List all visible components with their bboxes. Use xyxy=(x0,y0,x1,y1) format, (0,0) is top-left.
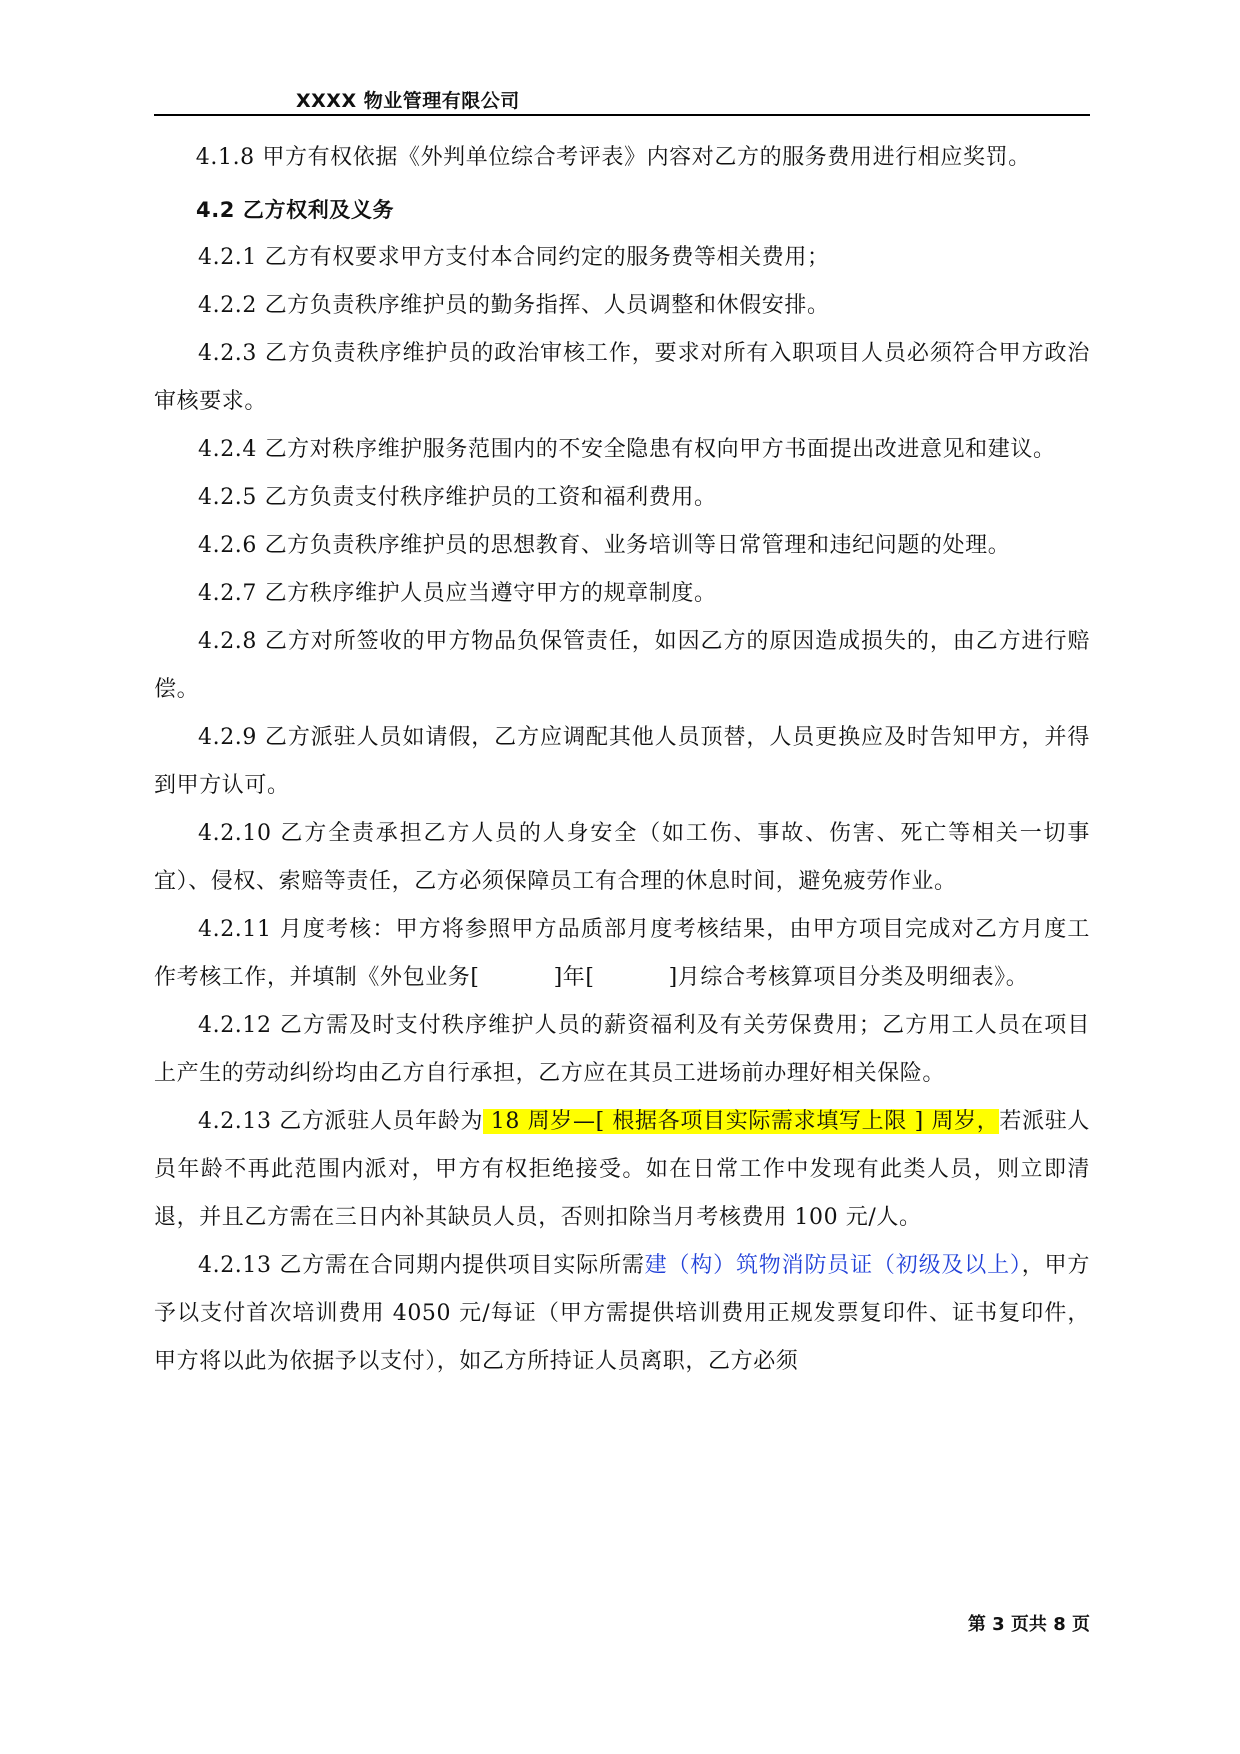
clause-4-2-11-text-b: ]年[ xyxy=(553,965,595,990)
page-number: 第 3 页共 8 页 xyxy=(967,1614,1090,1635)
fire-certificate-reference: 建（构）筑物消防员证（初级及以上） xyxy=(644,1253,1022,1278)
clause-4-2-7: 4.2.7 乙方秩序维护人员应当遵守甲方的规章制度。 xyxy=(198,581,717,606)
clause-4-1-8: 4.1.8 甲方有权依据《外判单位综合考评表》内容对乙方的服务费用进行相应奖罚。 xyxy=(195,145,1031,170)
clause-4-2-8: 4.2.8 乙方对所签收的甲方物品负保管责任，如因乙方的原因造成损失的，由乙方进行赔偿。 xyxy=(154,629,1090,702)
clause-4-2-1: 4.2.1 乙方有权要求甲方支付本合同约定的服务费等相关费用； xyxy=(198,245,830,270)
header-company-name: XXXX 物业管理有限公司 xyxy=(296,90,520,112)
clause-4-2-13-age-rest: 若派驻人员年龄不再此范围内派对，甲方有权拒绝接受。如在日常工作中发现有此类人员，则立即清退，并且乙方需在三日内补其缺员人员，否则扣除当月考核费用 100 元/人。 xyxy=(154,1109,1090,1230)
clause-4-2-11-text-a: 4.2.11 月度考核：甲方将参照甲方品质部月度考核结果，由甲方项目完成对乙方月度工作考核工作，并填制《外包业务[ xyxy=(154,917,1090,990)
clause-4-2-10: 4.2.10 乙方全责承担乙方人员的人身安全（如工伤、事故、伤害、死亡等相关一切事宜）、侵权、索赔等责任，乙方必须保障员工有合理的休息时间，避免疲劳作业。 xyxy=(154,821,1090,894)
clause-4-2-5: 4.2.5 乙方负责支付秩序维护员的工资和福利费用。 xyxy=(198,485,717,510)
clause-4-2-9: 4.2.9 乙方派驻人员如请假，乙方应调配其他人员顶替，人员更换应及时告知甲方，并得到甲方认可。 xyxy=(154,725,1090,798)
age-range-highlight: 18 周岁—[ 根据各项目实际需求填写上限 ] 周岁， xyxy=(483,1109,1000,1134)
clause-4-2-2: 4.2.2 乙方负责秩序维护员的勤务指挥、人员调整和休假安排。 xyxy=(198,293,830,318)
clause-4-2-13-age xyxy=(154,1098,1090,1242)
clause-4-2-3: 4.2.3 乙方负责秩序维护员的政治审核工作，要求对所有入职项目人员必须符合甲方政治审核要求。 xyxy=(154,341,1090,414)
header-divider xyxy=(154,114,1090,116)
clause-4-2-11 xyxy=(154,906,1090,1002)
clause-4-2-4: 4.2.4 乙方对秩序维护服务范围内的不安全隐患有权向甲方书面提出改进意见和建议。 xyxy=(198,437,1056,462)
section-heading-4-2: 4.2 乙方权利及义务 xyxy=(196,198,395,222)
clause-4-2-6: 4.2.6 乙方负责秩序维护员的思想教育、业务培训等日常管理和违纪问题的处理。 xyxy=(198,533,1011,558)
clause-4-2-13-age-lead: 4.2.13 乙方派驻人员年龄为 xyxy=(198,1109,484,1134)
clause-4-2-13-cert-lead: 4.2.13 乙方需在合同期内提供项目实际所需 xyxy=(198,1253,645,1278)
document-body xyxy=(154,134,1090,1386)
clause-4-2-13-cert-rest: ，甲方予以支付首次培训费用 4050 元/每证（甲方需提供培训费用正规发票复印件、证书复印件，甲方将以此为依据予以支付），如乙方所持证人员离职，乙方必须 xyxy=(154,1253,1090,1374)
clause-4-2-13-certificate xyxy=(154,1242,1090,1386)
clause-4-2-11-text-c: ]月综合考核算项目分类及明细表》。 xyxy=(668,965,1029,990)
clause-4-2-12: 4.2.12 乙方需及时支付秩序维护人员的薪资福利及有关劳保费用；乙方用工人员在项目上产生的劳动纠纷均由乙方自行承担，乙方应在其员工进场前办理好相关保险。 xyxy=(154,1013,1090,1086)
